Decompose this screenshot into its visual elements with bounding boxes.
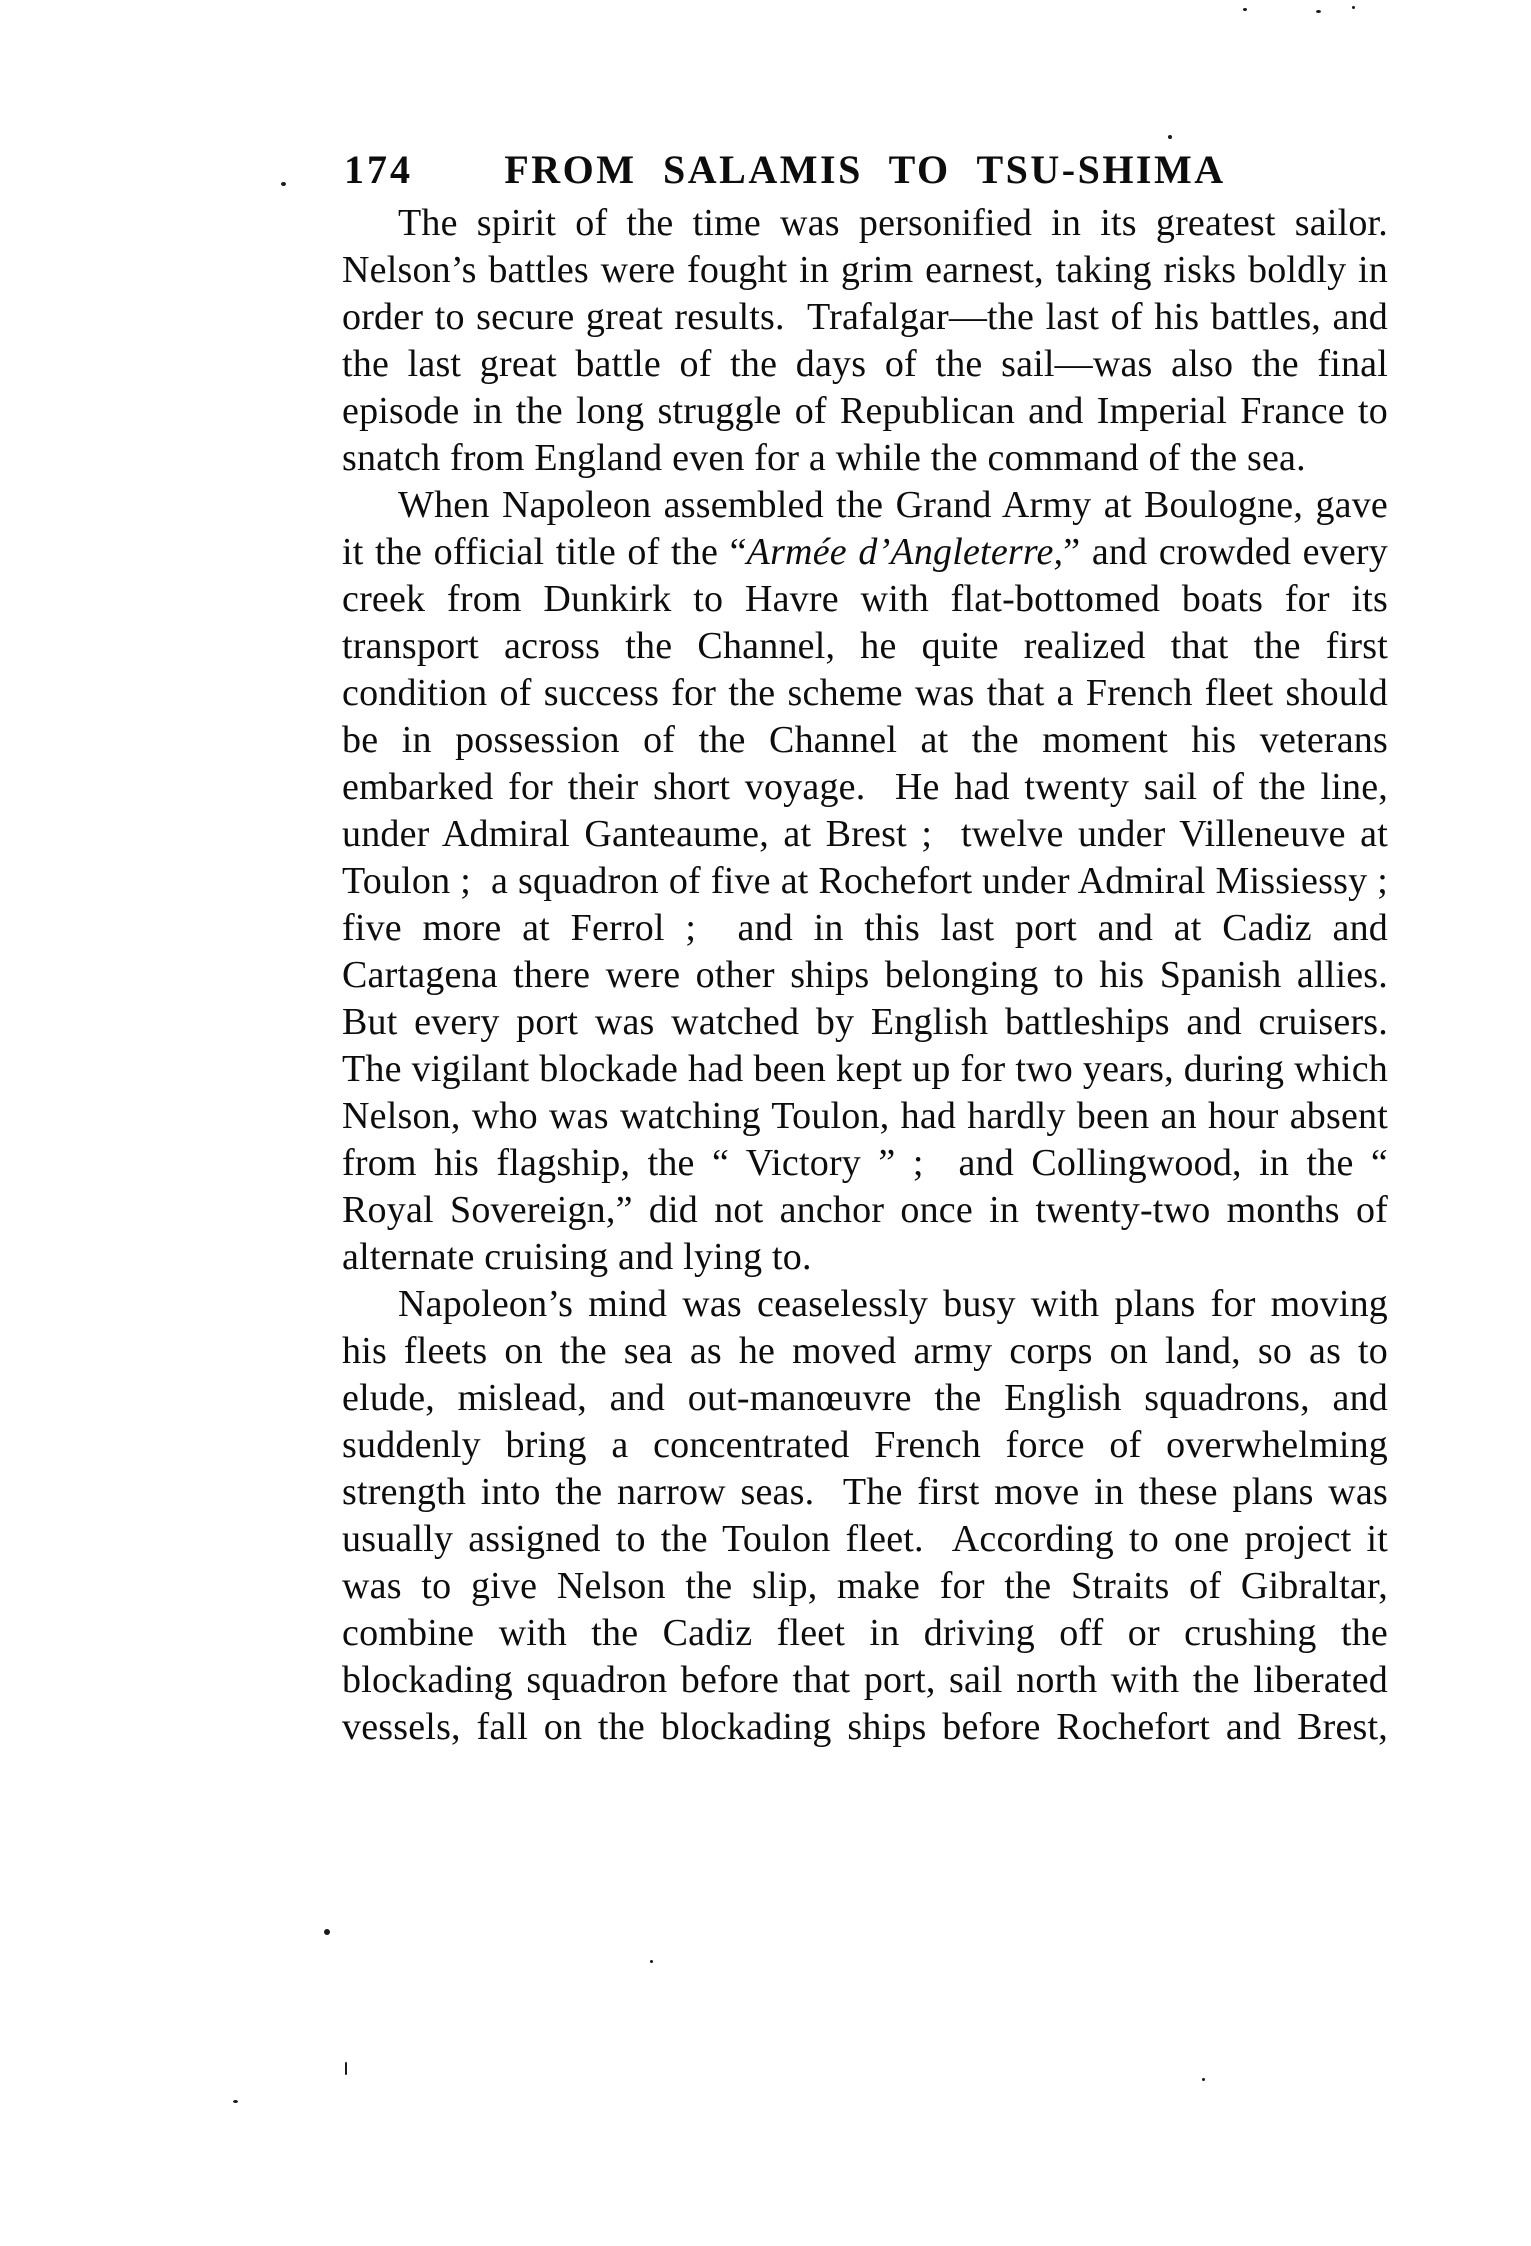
- scan-speck: [281, 182, 286, 186]
- scan-speck: [1243, 8, 1247, 11]
- paragraph: [342, 1281, 1398, 1751]
- running-title: FROM SALAMIS TO TSU-SHIMA: [504, 147, 1226, 192]
- scan-speck: [233, 2100, 238, 2103]
- scan-speck: [1202, 2078, 1205, 2081]
- text-run: The spirit of the time was personified in its greatest sailor. Nelson’s battles were fought in grim earnest, taking risks boldly in order to secure great results. Trafalgar—the last of his battles, and the last great battle of the days of the sail—was also the final episode in the long struggle of Republican and Imperial France to snatch from England even for a while the command of the sea.: [342, 202, 1408, 479]
- body-text: [342, 200, 1408, 1751]
- scan-speck: [650, 1960, 653, 1963]
- text-run: Napoleon’s mind was ceaselessly busy with plans for moving his fleets on the sea as he moved army corps on land, so as to elude, mislead, and out-manœuvre the English squadrons, and suddenly bring a concentrated French force of overwhelming strength into the narrow seas. The first move in these plans was usually assigned to the Toulon fleet. According to one project it was to give Nelson the slip, make for the Straits of Gibraltar, combine with the Cadiz fleet in driving off or crushing the blockading squadron before that port, sail north with the liberated vessels, fall on the blockading ships before Rochefort and Brest,: [342, 1283, 1398, 1748]
- text-run: When Napoleon assembled the Grand Army at Boulogne, gave it the official title of the “: [342, 484, 1398, 573]
- text-run: ” and crowded every creek from Dunkirk to Havre with flat-bottomed boats for its transport across the Channel, he quite realized that the first condition of success for the scheme was that a French fleet should be in possession of the Channel at the moment his veterans embarked for their short voyage. He had twenty sail of the line, under Admiral Ganteaume, at Brest ; twelve under Villeneuve at Toulon ; a squadron of five at Rochefort under Admiral Missiessy ; five more at Ferrol ; and in this last port and at Cadiz and Cartagena there were other ships belonging to his Spanish allies. But every port was watched by English battleships and cruisers. The vigilant blockade had been kept up for two years, during which Nelson, who was watching Toulon, had hardly been an hour absent from his flagship, the “ Victory ” ; and Collingwood, in the “ Royal Sovereign,” did not anchor once in twenty-two months of alternate cruising and lying to.: [342, 531, 1408, 1278]
- text-block: [342, 146, 1408, 1751]
- scan-speck: [324, 1929, 330, 1935]
- paragraph: [342, 200, 1408, 482]
- scan-speck: [1316, 10, 1321, 13]
- scan-speck: [1352, 6, 1355, 9]
- italic-run: Armée d’Angleterre,: [746, 531, 1064, 573]
- scan-speck: [345, 2062, 347, 2075]
- scan-speck: [1168, 135, 1172, 139]
- page-header: [342, 146, 1388, 198]
- page-number: 174: [344, 147, 413, 192]
- paragraph: [342, 482, 1408, 1281]
